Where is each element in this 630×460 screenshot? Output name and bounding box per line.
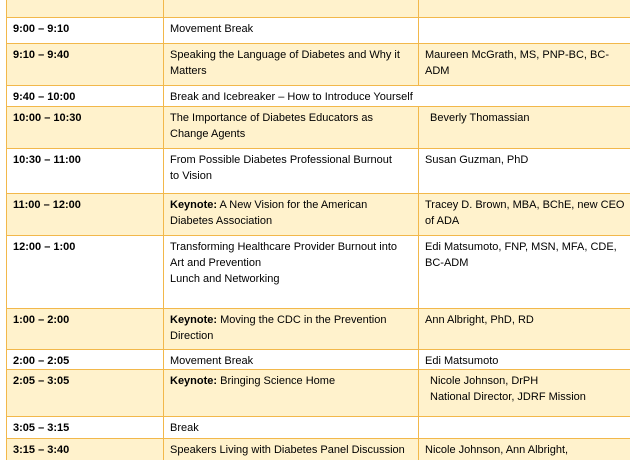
keynote-label: Keynote: (170, 199, 218, 211)
session-cell: Break (164, 417, 419, 439)
speaker-cell: Tracey D. Brown, MBA, BChE, new CEO of ADA (419, 194, 630, 236)
speaker-cell (419, 0, 630, 18)
table-row (7, 370, 630, 417)
speaker-cell: Edi Matsumoto, FNP, MSN, MFA, CDE, BC-ADM (419, 236, 630, 309)
speaker-cell: Nicole Johnson, Ann Albright, (419, 439, 630, 460)
time-cell: 9:10 – 9:40 (7, 44, 164, 86)
table-row (7, 107, 630, 149)
keynote-label: Keynote: (170, 314, 218, 326)
session-cell: Keynote: Moving the CDC in the Prevention Direction (164, 309, 419, 350)
table-row (7, 0, 630, 18)
session-cell: Speaking the Language of Diabetes and Why it Matters (164, 44, 419, 86)
time-cell: 3:15 – 3:40 (7, 439, 164, 460)
time-cell: 9:40 – 10:00 (7, 86, 164, 107)
time-cell: 10:30 – 11:00 (7, 149, 164, 194)
table-row (7, 236, 630, 309)
speaker-cell: Maureen McGrath, MS, PNP-BC, BC- ADM (419, 44, 630, 86)
table-row (7, 309, 630, 350)
table-row (7, 18, 630, 44)
time-cell: 10:00 – 10:30 (7, 107, 164, 149)
time-cell: 1:00 – 2:00 (7, 309, 164, 350)
session-cell: Break and Icebreaker – How to Introduce Yourself (164, 86, 630, 107)
session-cell: Movement Break (164, 18, 419, 44)
time-cell: 12:00 – 1:00 (7, 236, 164, 309)
table-row (7, 86, 630, 107)
table-row (7, 44, 630, 86)
session-cell: From Possible Diabetes Professional Burnout to Vision (164, 149, 419, 194)
speaker-cell: Beverly Thomassian (419, 107, 630, 149)
table-row (7, 194, 630, 236)
session-cell (164, 0, 419, 18)
time-cell: 2:00 – 2:05 (7, 350, 164, 370)
time-cell: 2:05 – 3:05 (7, 370, 164, 417)
time-cell: 9:00 – 9:10 (7, 18, 164, 44)
time-cell (7, 0, 164, 18)
speaker-cell: Edi Matsumoto (419, 350, 630, 370)
session-cell: Speakers Living with Diabetes Panel Discussion (164, 439, 419, 460)
table-row (7, 439, 630, 460)
time-cell: 3:05 – 3:15 (7, 417, 164, 439)
time-cell: 11:00 – 12:00 (7, 194, 164, 236)
agenda-table (6, 0, 630, 460)
session-cell: Movement Break (164, 350, 419, 370)
table-row (7, 149, 630, 194)
table-row (7, 350, 630, 370)
session-cell: Keynote: Bringing Science Home (164, 370, 419, 417)
speaker-cell (419, 417, 630, 439)
speaker-cell: Ann Albright, PhD, RD (419, 309, 630, 350)
speaker-cell (419, 18, 630, 44)
session-cell: The Importance of Diabetes Educators as Change Agents (164, 107, 419, 149)
keynote-label: Keynote: (170, 375, 218, 387)
table-row (7, 417, 630, 439)
speaker-cell: Susan Guzman, PhD (419, 149, 630, 194)
session-cell: Keynote: A New Vision for the American Diabetes Association (164, 194, 419, 236)
session-cell: Transforming Healthcare Provider Burnout into Art and Prevention Lunch and Networking (164, 236, 419, 309)
speaker-cell: Nicole Johnson, DrPH National Director, JDRF Mission (419, 370, 630, 417)
